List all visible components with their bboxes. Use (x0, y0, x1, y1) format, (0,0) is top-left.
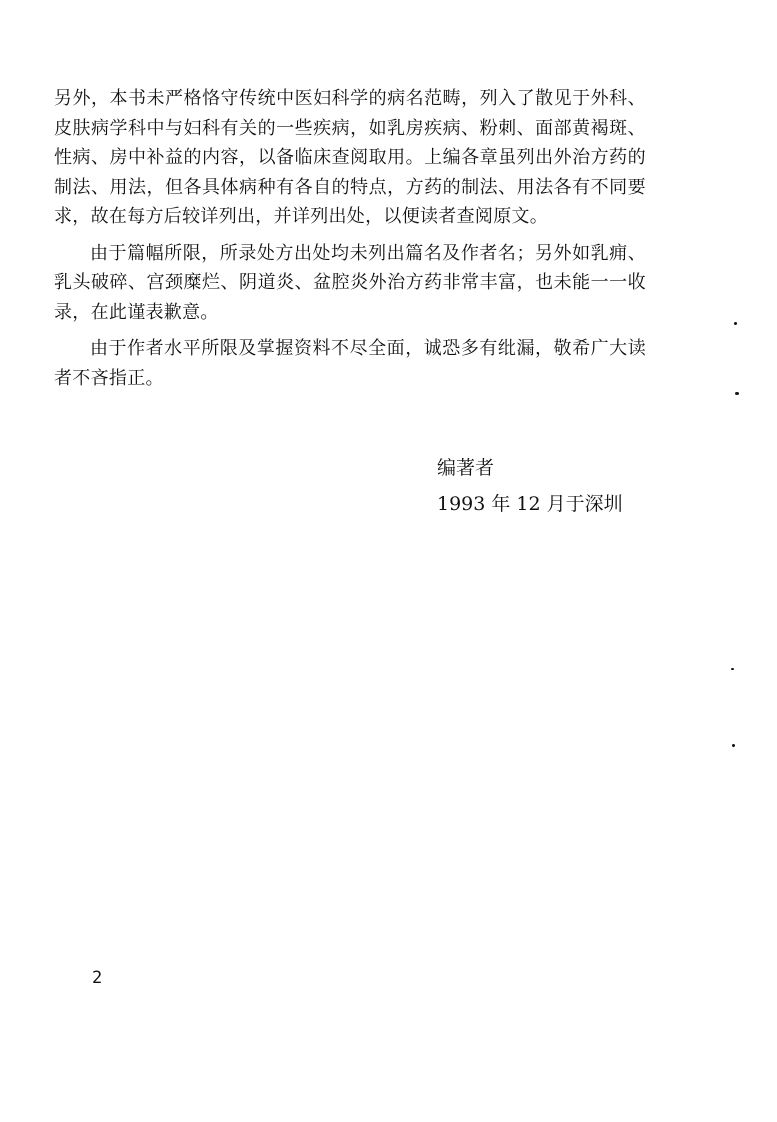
scan-speck (732, 744, 735, 747)
signature-author: 编著者 (437, 457, 495, 479)
signature-block (437, 450, 623, 522)
paragraph-3: 由于作者水平所限及掌握资料不尽全面，诚恐多有纰漏，敬希广大读者不吝指正。 (54, 338, 646, 389)
signature-date-place: 1993 年 12 月于深圳 (437, 493, 623, 515)
scan-speck (731, 668, 734, 670)
paragraph-2: 由于篇幅所限，所录处方出处均未列出篇名及作者名；另外如乳痈、乳头破碎、宫颈糜烂、阴道炎、盆腔炎外治方药非常丰富，也未能一一收录，在此谨表歉意。 (54, 242, 646, 323)
page-number: 2 (92, 968, 103, 988)
scan-speck (735, 392, 739, 395)
scan-speck (734, 322, 737, 325)
body-text (54, 84, 646, 400)
paragraph-1: 另外，本书未严格恪守传统中医妇科学的病名范畴，列入了散见于外科、皮肤病学科中与妇科有关的一些疾病，如乳房疾病、粉刺、面部黄褐斑、性病、房中补益的内容，以备临床查阅取用。上编各章虽列出外治方药的制法、用法，但各具体病种有各自的特点，方药的制法、用法各有不同要求，故在每方后较详列出，并详列出处，以便读者查阅原文。 (54, 88, 646, 227)
